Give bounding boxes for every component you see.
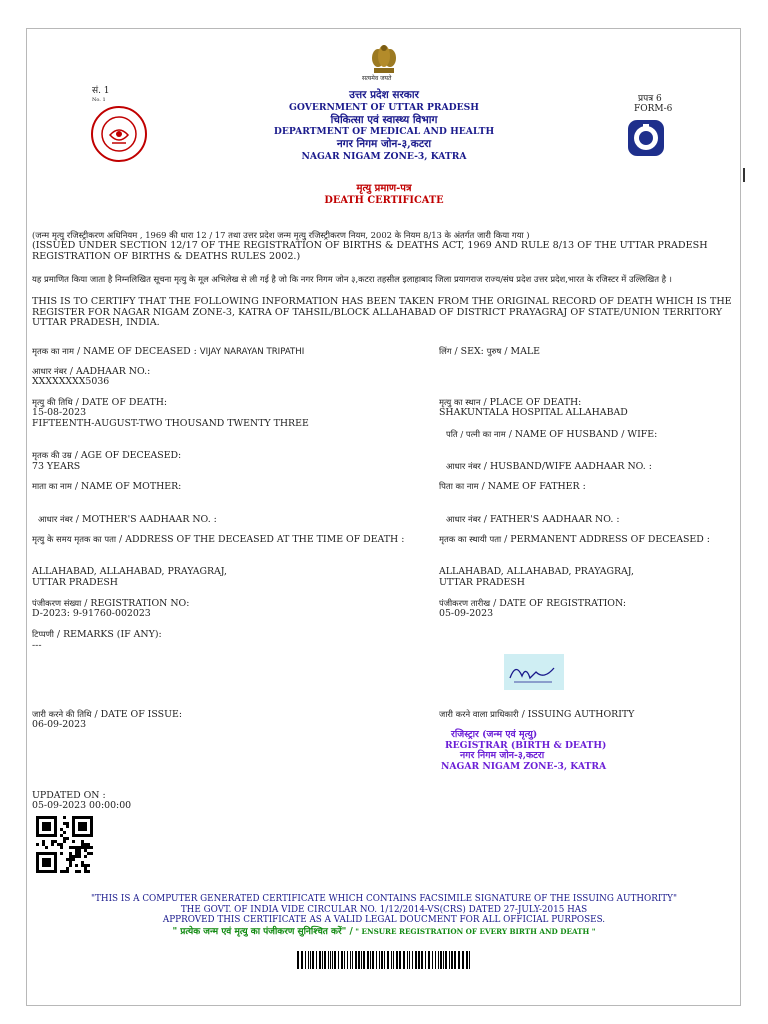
footer-slogan-hi: " प्रत्येक जन्म एवं मृत्यु का पंजीकरण सुनिश्चित करें" /	[172, 927, 353, 937]
registration-date-value: 05-09-2023	[439, 608, 494, 619]
father-name-label-hi: पिता का नाम	[439, 481, 479, 491]
issuing-authority-label-hi: जारी करने वाला प्राधिकारी	[439, 709, 519, 719]
registration-no-value: D-2023: 9-91760-002023	[32, 608, 151, 619]
date-of-issue-value: 06-09-2023	[32, 719, 87, 730]
footer-slogan-en: " ENSURE REGISTRATION OF EVERY BIRTH AND DEATH "	[352, 927, 596, 936]
father-aadhaar-label	[446, 514, 619, 525]
footer-computer-generated: "THIS IS A COMPUTER GENERATED CERTIFICATE WHICH CONTAINS FACSIMILE SIGNATURE OF THE ISSUING AUTHORITY"	[90, 894, 678, 904]
emblem-caption: सत्यमेव जयते	[362, 75, 392, 82]
mother-name-label	[32, 481, 181, 492]
spouse-aadhaar-label-hi: आधार नंबर	[446, 461, 481, 471]
spouse-aadhaar-label	[446, 461, 652, 472]
deceased-name-label-hi: मृतक का नाम	[32, 346, 74, 356]
registration-date-label-en: / DATE OF REGISTRATION:	[490, 598, 627, 609]
age-value: 73 YEARS	[32, 461, 81, 472]
remarks-label-en: / REMARKS (IF ANY):	[53, 629, 162, 640]
edge-mark	[743, 168, 745, 182]
sex-value-hi: पुरुष	[486, 346, 502, 356]
deceased-name-value: VIJAY NARAYAN TRIPATHI	[199, 347, 305, 357]
mother-aadhaar-label-en: / MOTHER'S AADHAAR NO. :	[72, 514, 217, 525]
form-no-hi: प्रपत्र 6	[638, 94, 662, 104]
age-label	[32, 450, 181, 461]
certificate-title-hi: मृत्यु प्रमाण-पत्र	[356, 183, 412, 194]
registration-no-label-hi: पंजीकरण संख्या	[32, 598, 82, 608]
updated-on-value: 05-09-2023 00:00:00	[32, 800, 132, 811]
spouse-name-label-en: / NAME OF HUSBAND / WIFE:	[505, 429, 658, 440]
updated-on-label: UPDATED ON :	[32, 790, 106, 801]
certify-statement-en: THIS IS TO CERTIFY THAT THE FOLLOWING INFORMATION HAS BEEN TAKEN FROM THE ORIGINAL RECORD OF DEATH WHICH IS THE REGISTER FOR NAGAR NIGAM ZONE-3, KATRA OF TAHSIL/BLOCK ALLAHABAD OF DISTRICT PRAYAGRAJ OF STATE/UNION TERRITORY UTTAR PRADESH, INDIA.	[32, 296, 732, 329]
remarks-value: ---	[32, 640, 42, 651]
issuing-authority-label-en: / ISSUING AUTHORITY	[518, 709, 635, 720]
registrar-zone-en: NAGAR NIGAM ZONE-3, KATRA	[441, 761, 607, 772]
age-label-hi: मृतक की उम्र	[32, 450, 72, 460]
spouse-aadhaar-label-en: / HUSBAND/WIFE AADHAAR NO. :	[480, 461, 652, 472]
qr-code	[36, 816, 93, 873]
father-name-label-en: / NAME OF FATHER :	[478, 481, 586, 492]
issued-under-en: (ISSUED UNDER SECTION 12/17 OF THE REGISTRATION OF BIRTHS & DEATHS ACT, 1969 AND RULE 8/13 OF THE UTTAR PRADESH REGISTRATION OF BIRTHS & DEATHS RULES 2002.)	[32, 240, 708, 262]
date-of-issue-label-en: / DATE OF ISSUE:	[91, 709, 182, 720]
mother-aadhaar-label-hi: आधार नंबर	[38, 514, 73, 524]
address-at-death-label	[32, 534, 404, 545]
place-of-death-label-en: / PLACE OF DEATH:	[480, 397, 582, 408]
sex-label-hi: लिंग	[439, 346, 452, 356]
place-of-death-value: SHAKUNTALA HOSPITAL ALLAHABAD	[439, 407, 628, 418]
age-label-en: / AGE OF DECEASED:	[71, 450, 182, 461]
facsimile-signature	[504, 654, 564, 690]
crs-logo	[626, 118, 666, 158]
zone-name-hi: नगर निगम जोन-३,कटरा	[336, 138, 432, 150]
footer-approved: APPROVED THIS CERTIFICATE AS A VALID LEGAL DOUCMENT FOR ALL OFFICIAL PURPOSES.	[162, 915, 606, 925]
date-of-issue-label-hi: जारी करने की तिथि	[32, 709, 92, 719]
address-at-death-line1: ALLAHABAD, ALLAHABAD, PRAYAGRAJ,	[32, 566, 227, 577]
issuing-authority-label	[439, 709, 634, 720]
sex-value-en: / MALE	[501, 346, 540, 357]
certify-statement-hi: यह प्रमाणित किया जाता है निम्नलिखित सूचना मृत्यु के मूल अभिलेख से ली गई है जो कि नगर निगम जोन ३,कटरा तहसील इलाहाबाद जिला प्रयागराज राज्य/संघ प्रदेश उत्तर प्रदेश,भारत के रजिस्टर में उल्लिखित है ।	[32, 274, 672, 284]
registration-date-label-hi: पंजीकरण तारीख	[439, 598, 491, 608]
aadhaar-label-hi: आधार नंबर	[32, 366, 67, 376]
date-of-death-words: FIFTEENTH-AUGUST-TWO THOUSAND TWENTY THREE	[32, 418, 309, 429]
permanent-address-label-hi: मृतक का स्थायी पता	[439, 534, 502, 544]
father-aadhaar-label-hi: आधार नंबर	[446, 514, 481, 524]
govt-name-hi: उत्तर प्रदेश सरकार	[349, 89, 419, 101]
issued-under-hi: (जन्म मृत्यु रजिस्ट्रीकरण अधिनियम , 1969 की धारा 12 / 17 तथा उत्तर प्रदेश जन्म मृत्यु रजिस्ट्रीकरण नियम, 2002 के नियम 8/13 के अंतर्गत जारी किया गया )	[32, 230, 530, 240]
barcode	[297, 951, 473, 969]
registration-no-label-en: / REGISTRATION NO:	[81, 598, 190, 609]
father-name-label	[439, 481, 586, 492]
date-of-death-value: 15-08-2023	[32, 407, 87, 418]
mother-name-label-hi: माता का नाम	[32, 481, 72, 491]
registrar-zone-hi: नगर निगम जोन-३,कटरा	[460, 750, 545, 761]
deceased-name-label-en: / NAME OF DECEASED :	[73, 346, 200, 357]
sex-row	[439, 346, 540, 357]
zone-name-en: NAGAR NIGAM ZONE-3, KATRA	[301, 151, 467, 162]
form-no-en: FORM-6	[634, 104, 673, 114]
serial-no-hi: सं. 1	[92, 86, 110, 96]
footer-slogan	[0, 926, 768, 938]
certificate-title-en: DEATH CERTIFICATE	[324, 195, 444, 206]
aadhaar-value: XXXXXXXX5036	[32, 376, 110, 387]
permanent-address-label	[439, 534, 710, 545]
date-of-death-label-en: / DATE OF DEATH:	[72, 397, 168, 408]
dept-name-en: DEPARTMENT OF MEDICAL AND HEALTH	[273, 126, 495, 137]
permanent-address-label-en: / PERMANENT ADDRESS OF DECEASED :	[501, 534, 710, 545]
remarks-label	[32, 629, 162, 640]
date-of-death-label-hi: मृत्यु की तिथि	[32, 397, 73, 407]
registrar-title-hi: रजिस्ट्रार (जन्म एवं मृत्यु)	[451, 729, 538, 740]
address-at-death-label-en: / ADDRESS OF THE DECEASED AT THE TIME OF DEATH :	[116, 534, 405, 545]
permanent-address-line1: ALLAHABAD, ALLAHABAD, PRAYAGRAJ,	[439, 566, 634, 577]
aadhaar-label-en: / AADHAAR NO.:	[66, 366, 151, 377]
father-aadhaar-label-en: / FATHER'S AADHAAR NO. :	[480, 514, 620, 525]
place-of-death-label-hi: मृत्यु का स्थान	[439, 397, 481, 407]
dept-name-hi: चिकित्सा एवं स्वास्थ्य विभाग	[330, 114, 438, 126]
serial-no-en: No. 1	[92, 97, 106, 103]
remarks-label-hi: टिप्पणी	[32, 629, 54, 639]
mother-aadhaar-label	[38, 514, 217, 525]
spouse-name-label	[446, 429, 657, 440]
national-emblem	[367, 42, 401, 76]
address-at-death-label-hi: मृत्यु के समय मृतक का पता	[32, 534, 117, 544]
deceased-name-row	[32, 346, 304, 358]
footer-circular: THE GOVT. OF INDIA VIDE CIRCULAR NO. 1/12/2014-VS(CRS) DATED 27-JULY-2015 HAS	[180, 905, 588, 915]
mother-name-label-en: / NAME OF MOTHER:	[71, 481, 182, 492]
sex-label-en: / SEX:	[451, 346, 487, 357]
govt-name-en: GOVERNMENT OF UTTAR PRADESH	[289, 102, 479, 113]
spouse-name-label-hi: पति / पत्नी का नाम	[446, 429, 506, 439]
registrar-title-en: REGISTRAR (BIRTH & DEATH)	[445, 740, 607, 751]
address-at-death-line2: UTTAR PRADESH	[32, 577, 118, 588]
permanent-address-line2: UTTAR PRADESH	[439, 577, 525, 588]
